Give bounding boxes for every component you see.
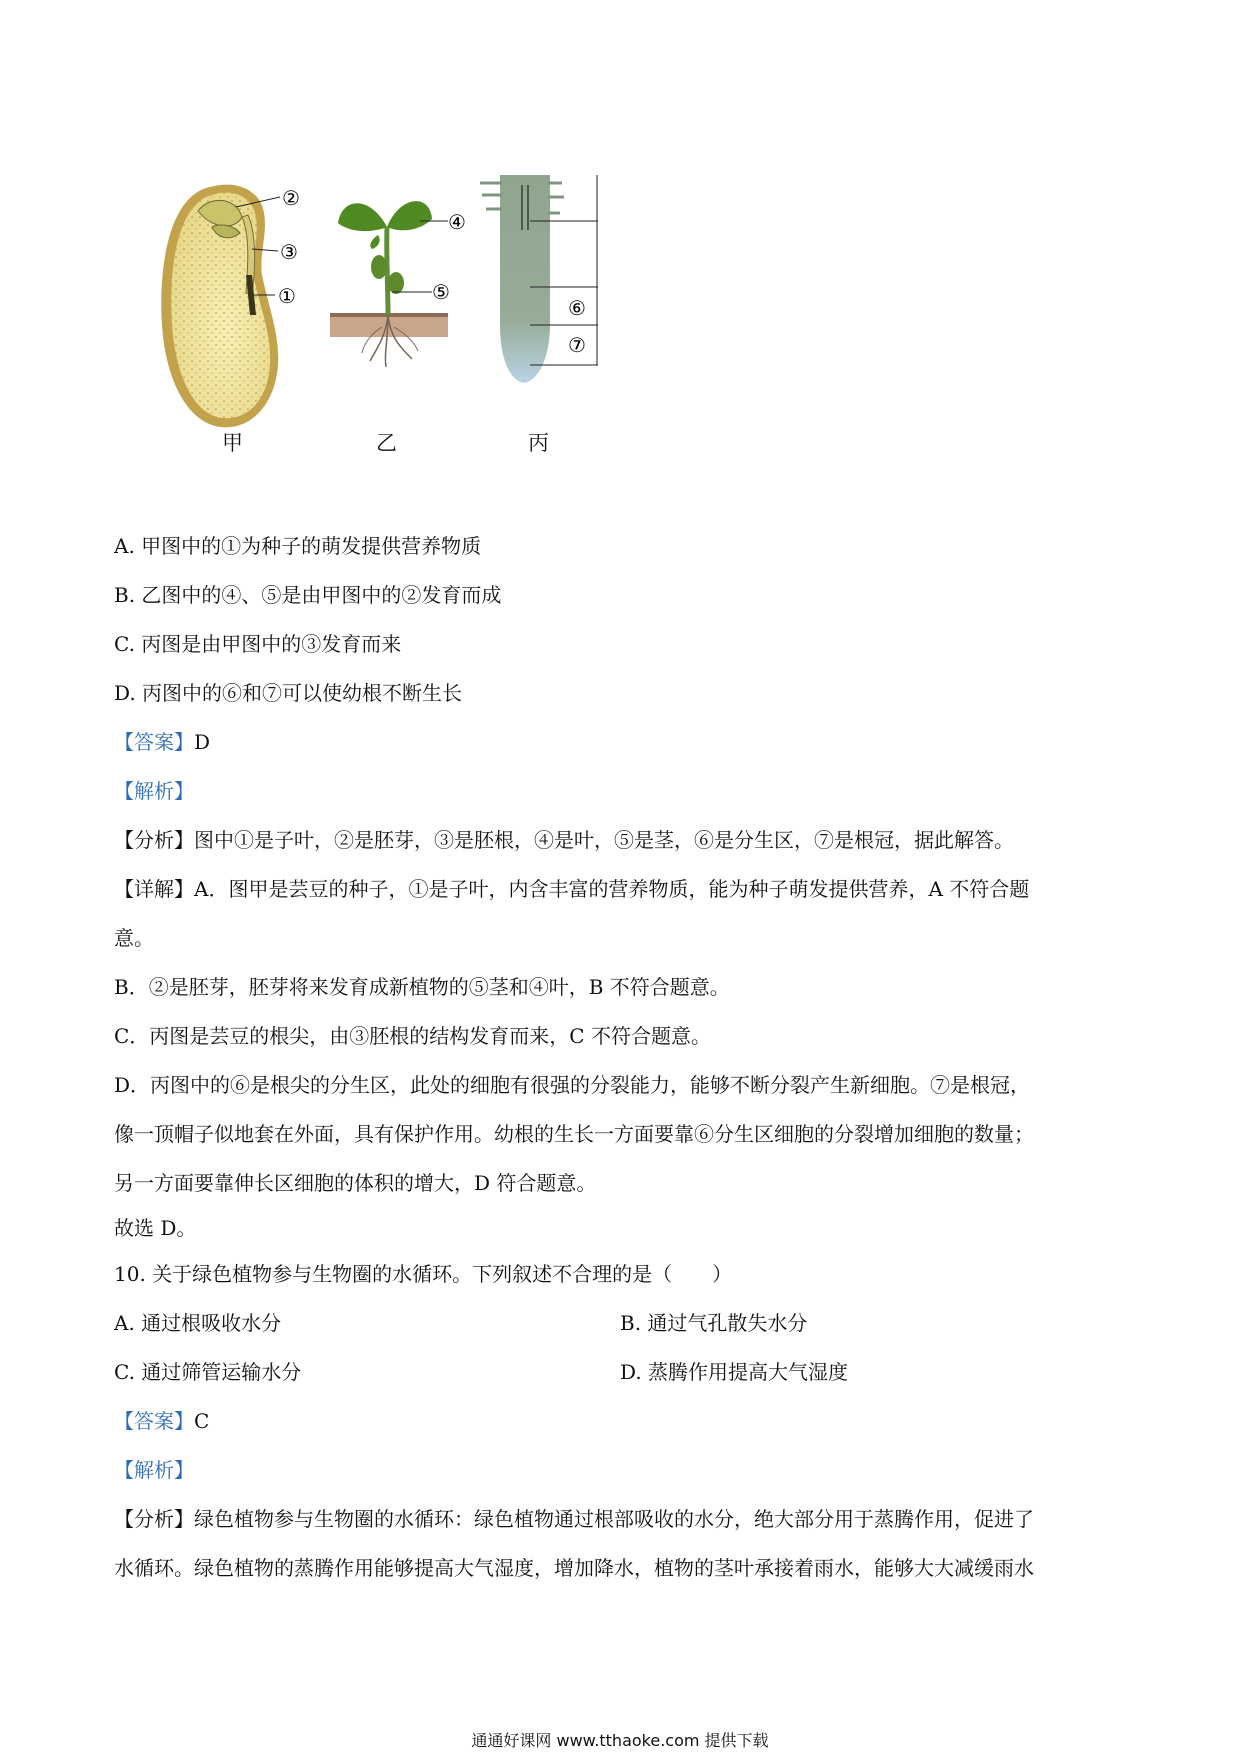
q10-fenxi-line-2: 水循环。绿色植物的蒸腾作用能够提高大气湿度，增加降水，植物的茎叶承接着雨水，能够大大减缓雨水	[114, 1556, 1034, 1580]
mark-2: ②	[282, 186, 300, 210]
q9-answer-line	[114, 728, 1134, 756]
q9-xiangjie-b: B．②是胚芽，胚芽将来发育成新植物的⑤茎和④叶，B 不符合题意。	[114, 975, 730, 999]
mark-7: ⑦	[568, 333, 586, 357]
mark-1: ①	[278, 284, 296, 308]
mark-3: ③	[280, 240, 298, 264]
q10-option-c: C. 通过筛管运输水分	[114, 1360, 302, 1384]
q10-option-a: A. 通过根吸收水分	[114, 1311, 282, 1335]
page-footer: 通通好课网 www.tthaoke.com 提供下载	[471, 1731, 769, 1750]
q10-fenxi-tag: 【分析】	[114, 1507, 194, 1531]
q9-xiangjie-line	[114, 875, 1134, 903]
q10-answer-value: C	[194, 1409, 210, 1433]
q10-option-d: D. 蒸腾作用提高大气湿度	[620, 1360, 849, 1384]
q10-analysis-line	[114, 1456, 1134, 1484]
q10-fenxi-text-1: 绿色植物参与生物圈的水循环：绿色植物通过根部吸收的水分，绝大部分用于蒸腾作用，促进了	[194, 1507, 1034, 1531]
mark-6: ⑥	[568, 296, 586, 320]
q9-xiangjie-d1: D．丙图中的⑥是根尖的分生区，此处的细胞有很强的分裂能力，能够不断分裂产生新细胞。⑦是根冠，	[114, 1073, 1031, 1097]
q10-options-row-1	[114, 1309, 1134, 1337]
q9-analysis-line	[114, 777, 1134, 805]
plant-diagram	[150, 175, 690, 460]
xiangjie-tag: 【详解】	[114, 877, 194, 901]
q10-option-b: B. 通过气孔散失水分	[620, 1311, 808, 1335]
q9-xiangjie-c: C．丙图是芸豆的根尖，由③胚根的结构发育而来，C 不符合题意。	[114, 1024, 711, 1048]
q9-option-b: B. 乙图中的④、⑤是由甲图中的②发育而成	[114, 583, 502, 607]
mark-5: ⑤	[432, 280, 450, 304]
q9-conclusion: 故选 D。	[114, 1216, 197, 1240]
answer-tag: 【答案】	[114, 730, 194, 754]
q9-fenxi-line	[114, 826, 1134, 854]
q9-xiangjie-d2: 像一顶帽子似地套在外面，具有保护作用。幼根的生长一方面要靠⑥分生区细胞的分裂增加细胞的数量；	[114, 1122, 1034, 1146]
q9-xiangjie-a2: 意。	[114, 926, 154, 950]
fenxi-tag: 【分析】	[114, 828, 194, 852]
plant-figure	[150, 175, 690, 460]
q10-analysis-tag: 【解析】	[114, 1458, 194, 1482]
mark-4: ④	[448, 210, 466, 234]
q10-answer-tag: 【答案】	[114, 1409, 194, 1433]
q10-options-row-2	[114, 1358, 1134, 1386]
figure-label-jia: 甲	[222, 431, 243, 455]
figure-label-yi: 乙	[376, 431, 397, 455]
q9-option-d: D. 丙图中的⑥和⑦可以使幼根不断生长	[114, 681, 463, 705]
figure-label-bing: 丙	[528, 431, 549, 455]
q9-option-a: A. 甲图中的①为种子的萌发提供营养物质	[114, 534, 482, 558]
xiangjie-a1: A．图甲是芸豆的种子，①是子叶，内含丰富的营养物质，能为种子萌发提供营养，A 不符合题	[194, 877, 1030, 901]
q10-fenxi-line-1	[114, 1505, 1134, 1533]
q10-stem: 10. 关于绿色植物参与生物圈的水循环。下列叙述不合理的是（ ）	[114, 1262, 733, 1286]
seed-drawing	[161, 185, 280, 428]
fenxi-text: 图中①是子叶，②是胚芽，③是胚根，④是叶，⑤是茎，⑥是分生区，⑦是根冠，据此解答。	[194, 828, 1014, 852]
analysis-tag: 【解析】	[114, 779, 194, 803]
q9-xiangjie-d3: 另一方面要靠伸长区细胞的体积的增大，D 符合题意。	[114, 1171, 597, 1195]
q9-option-c: C. 丙图是由甲图中的③发育而来	[114, 632, 402, 656]
q10-answer-line	[114, 1407, 1134, 1435]
answer-value: D	[194, 730, 211, 754]
seedling-drawing	[330, 201, 448, 367]
